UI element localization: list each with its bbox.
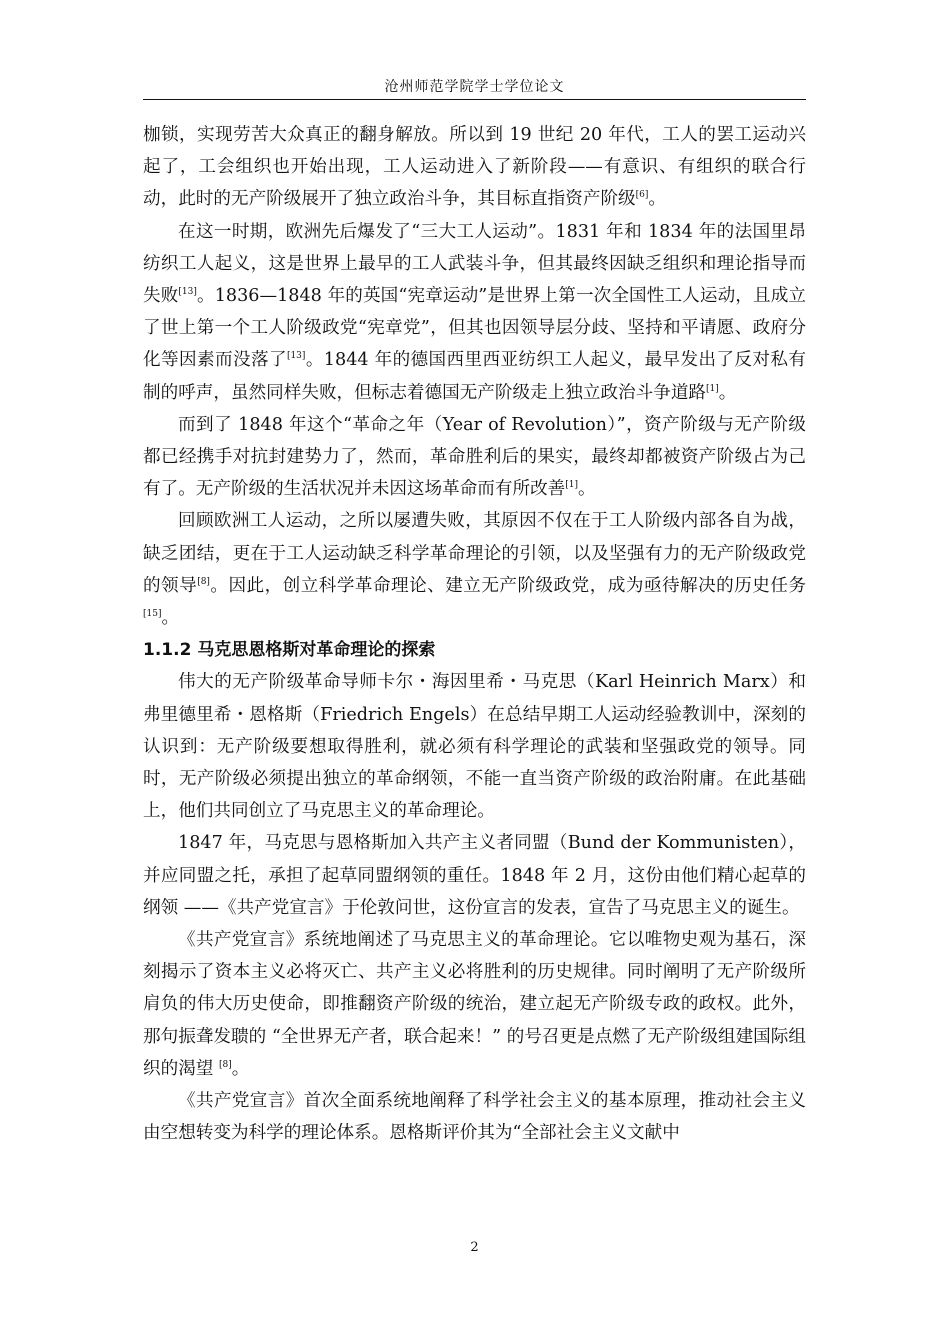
paragraph-text: 枷锁，实现劳苦大众真正的翻身解放。所以到 19 世纪 20 年代，工人的罢工运动兴起了，工会组织也开始出现，工人运动进入了新阶段——有意识、有组织的联合行动，此时的无产阶级展开了独立政治斗争，其目标直指资产阶级: [143, 125, 806, 210]
paragraph-text: 1847 年，马克思与恩格斯加入共产主义者同盟（Bund der Kommunisten），并应同盟之托，承担了起草同盟纲领的重任。1848 年 2 月，这份由他们精心起草的纲领 ——《共产党宣言》于伦敦问世，这份宣言的发表，宣告了马克思主义的诞生。: [143, 833, 806, 918]
paragraph-tail: 。: [578, 479, 596, 500]
citation-marker: [13]: [286, 351, 306, 362]
citation-marker: [1]: [706, 383, 719, 394]
paragraph-2: [143, 216, 806, 409]
section-heading: 1.1.2 马克思恩格斯对革命理论的探索: [143, 640, 436, 661]
running-header: 沧州师范学院学士学位论文: [384, 79, 565, 95]
citation-marker: [8]: [197, 576, 210, 587]
paragraph-tail: 。: [648, 189, 666, 210]
paragraph-8: [143, 1085, 806, 1149]
paragraph-5: [143, 666, 806, 827]
page-body: [143, 119, 806, 1150]
paragraph-text: 。1836—1848 年的英国“宪章运动”是世界上第一次全国性工人运动，且成立了世上第一个工人阶级政党“宪章党”，但其也因领导层分歧、坚持和平请愿、政府分化等因素而没落了: [143, 286, 806, 371]
paragraph-tail: 。: [231, 1058, 250, 1079]
paragraph-4: [143, 505, 806, 634]
citation-marker: [6]: [635, 190, 649, 201]
citation-marker: [13]: [178, 287, 197, 298]
citation-marker: [1]: [565, 480, 579, 491]
paragraph-text: 。1844 年的德国西里西亚纺织工人起义，最早发出了反对私有制的呼声，虽然同样失败，但标志着德国无产阶级走上独立政治斗争道路: [143, 350, 806, 403]
paragraph-6: [143, 827, 806, 924]
paragraph-tail: 。: [161, 608, 180, 629]
citation-marker: [15]: [143, 609, 162, 620]
paragraph-text: 伟大的无产阶级革命导师卡尔・海因里希・马克思（Karl Heinrich Marx）和弗里德里希・恩格斯（Friedrich Engels）在总结早期工人运动经验教训中，深刻的认识到：无产阶级要想取得胜利，就必须有科学理论的武装和坚强政党的领导。同时，无产阶级必须提出独立的革命纲领，不能一直当资产阶级的政治附庸。在此基础上，他们共同创立了马克思主义的革命理论。: [143, 672, 806, 822]
paragraph-7: [143, 924, 806, 1085]
paragraph-tail: 。: [718, 382, 737, 403]
paragraph-1: [143, 119, 806, 216]
paragraph-text: 在这一时期，欧洲先后爆发了“三大工人运动”。1831 年和 1834 年的法国里昂纺织工人起义，这是世界上最早的工人武装斗争，但其最终因缺乏组织和理论指导而失败: [143, 221, 806, 307]
header-divider: [143, 99, 806, 100]
paragraph-text: 《共产党宣言》首次全面系统地阐释了科学社会主义的基本原理，推动社会主义由空想转变为科学的理论体系。恩格斯评价其为“全部社会主义文献中: [143, 1091, 806, 1144]
page-number: 2: [470, 1240, 479, 1255]
paragraph-text: 。因此，创立科学革命理论、建立无产阶级政党，成为亟待解决的历史任务: [209, 575, 806, 596]
citation-marker: [8]: [218, 1059, 232, 1070]
paragraph-text: 而到了 1848 年这个“革命之年（Year of Revolution）”，资产阶级与无产阶级都已经携手对抗封建势力了，然而，革命胜利后的果实，最终却都被资产阶级占为己有了。无产阶级的生活状况并未因这场革命而有所改善: [143, 414, 806, 500]
paragraph-text: 回顾欧洲工人运动，之所以屡遭失败，其原因不仅在于工人阶级内部各自为战，缺乏团结，更在于工人运动缺乏科学革命理论的引领，以及坚强有力的无产阶级政党的领导: [143, 511, 806, 596]
paragraph-3: [143, 409, 806, 506]
paragraph-text: 《共产党宣言》系统地阐述了马克思主义的革命理论。它以唯物史观为基石，深刻揭示了资本主义必将灭亡、共产主义必将胜利的历史规律。同时阐明了无产阶级所肩负的伟大历史使命，即推翻资产阶级的统治，建立起无产阶级专政的政权。此外，那句振聋发聩的 “全世界无产者，联合起来！” 的号召更是点燃了无产阶级组建国际组织的渴望: [143, 930, 806, 1079]
